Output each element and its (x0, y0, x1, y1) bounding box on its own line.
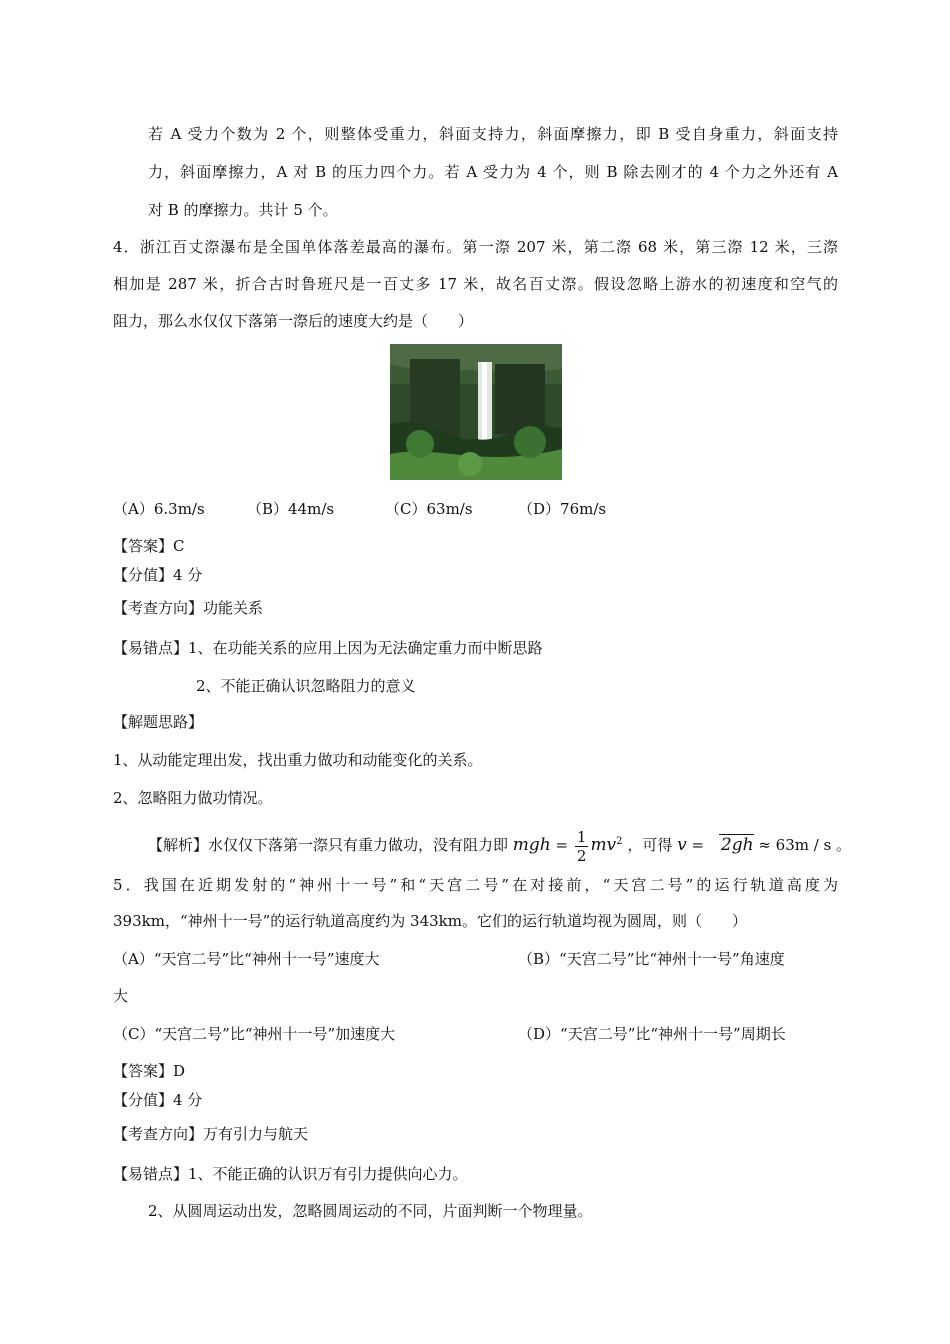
eq-sqrt: 2gh (720, 835, 754, 855)
eq-v: v (677, 835, 687, 855)
option-a: （A）6.3m/s (113, 500, 205, 518)
option-c: （C）63m/s (385, 500, 473, 518)
error-point-5-2: 2、从圆周运动出发，忽略圆周运动的不同，片面判断一个物理量。 (148, 1202, 593, 1220)
question-5-line-2: 393km，“神州十一号”的运行轨道高度约为 343km。它们的运行轨道均视为圆周，则（ ） (113, 912, 747, 930)
option-5-b: （B）“天宫二号”比“神州十一号”角速度 (518, 950, 785, 968)
eq-fraction-numerator: 1 (576, 827, 587, 846)
intro-line-2: 力，斜面摩擦力，A 对 B 的压力四个力。若 A 受力为 4 个，则 B 除去刚才的 4 个力之外还有 A (148, 163, 838, 181)
error-point-4-2: 2、不能正确认识忽略阻力的意义 (196, 677, 416, 695)
eq-lhs: mgh (512, 835, 551, 855)
question-4-line-1: 4．浙江百丈漈瀑布是全国单体落差最高的瀑布。第一漈 207 米，第二漈 68 米，第三漈 12 米，三漈 (113, 238, 838, 256)
answer-5: 【答案】D (113, 1062, 186, 1080)
direction-5: 【考查方向】万有引力与航天 (113, 1125, 309, 1143)
direction-4: 【考查方向】功能关系 (113, 599, 264, 617)
error-point-5-1: 【易错点】1、不能正确的认识万有引力提供向心力。 (113, 1165, 468, 1183)
eq-fraction (575, 828, 589, 865)
eq-equals: = (555, 836, 569, 854)
analysis-4-prefix: 【解析】水仅仅下落第一漈只有重力做功，没有阻力即 (148, 836, 509, 854)
eq-mv: mv (590, 835, 617, 855)
waterfall-photo (390, 344, 562, 480)
error-point-4-1: 【易错点】1、在功能关系的应用上因为无法确定重力而中断思路 (113, 639, 543, 657)
eq-fraction-denominator: 2 (576, 846, 587, 865)
answer-4: 【答案】C (113, 537, 185, 555)
eq-equals-2: = (691, 836, 705, 854)
eq-superscript: 2 (616, 836, 623, 847)
approach-4-2: 2、忽略阻力做功情况。 (113, 789, 273, 807)
question-4-line-2: 相加是 287 米，折合古时鲁班尺是一百丈多 17 米，故名百丈漈。假设忽略上游水的初速度和空气的 (113, 275, 838, 293)
option-b: （B）44m/s (247, 500, 335, 518)
option-5-c: （C）“天宫二号”比“神州十一号”加速度大 (113, 1025, 396, 1043)
option-5-a: （A）“天宫二号”比“神州十一号”速度大 (113, 950, 380, 968)
intro-line-3: 对 B 的摩擦力。共计 5 个。 (148, 201, 338, 219)
option-d: （D）76m/s (518, 500, 607, 518)
analysis-4-end: 。 (836, 836, 852, 854)
intro-line-1: 若 A 受力个数为 2 个，则整体受重力，斜面支持力，斜面摩擦力，即 B 受自身重力，斜面支持 (148, 125, 838, 143)
eq-approx: ≈ 63m / s (758, 836, 832, 854)
question-5-line-1: 5．我国在近期发射的“神州十一号”和“天宫二号”在对接前，“天宫二号”的运行轨道高度为 (113, 876, 838, 894)
score-4: 【分值】4 分 (113, 566, 203, 584)
approach-title-4: 【解题思路】 (113, 713, 204, 731)
approach-4-1: 1、从动能定理出发，找出重力做功和动能变化的关系。 (113, 751, 483, 769)
option-5-b-cont: 大 (113, 987, 129, 1005)
score-5: 【分值】4 分 (113, 1091, 203, 1109)
question-4-line-3: 阻力，那么水仅仅下落第一漈后的速度大约是（ ） (113, 312, 474, 330)
option-5-d: （D）“天宫二号”比“神州十一号”周期长 (518, 1025, 786, 1043)
analysis-4 (148, 822, 852, 865)
analysis-4-mid: ，可得 (627, 836, 673, 854)
